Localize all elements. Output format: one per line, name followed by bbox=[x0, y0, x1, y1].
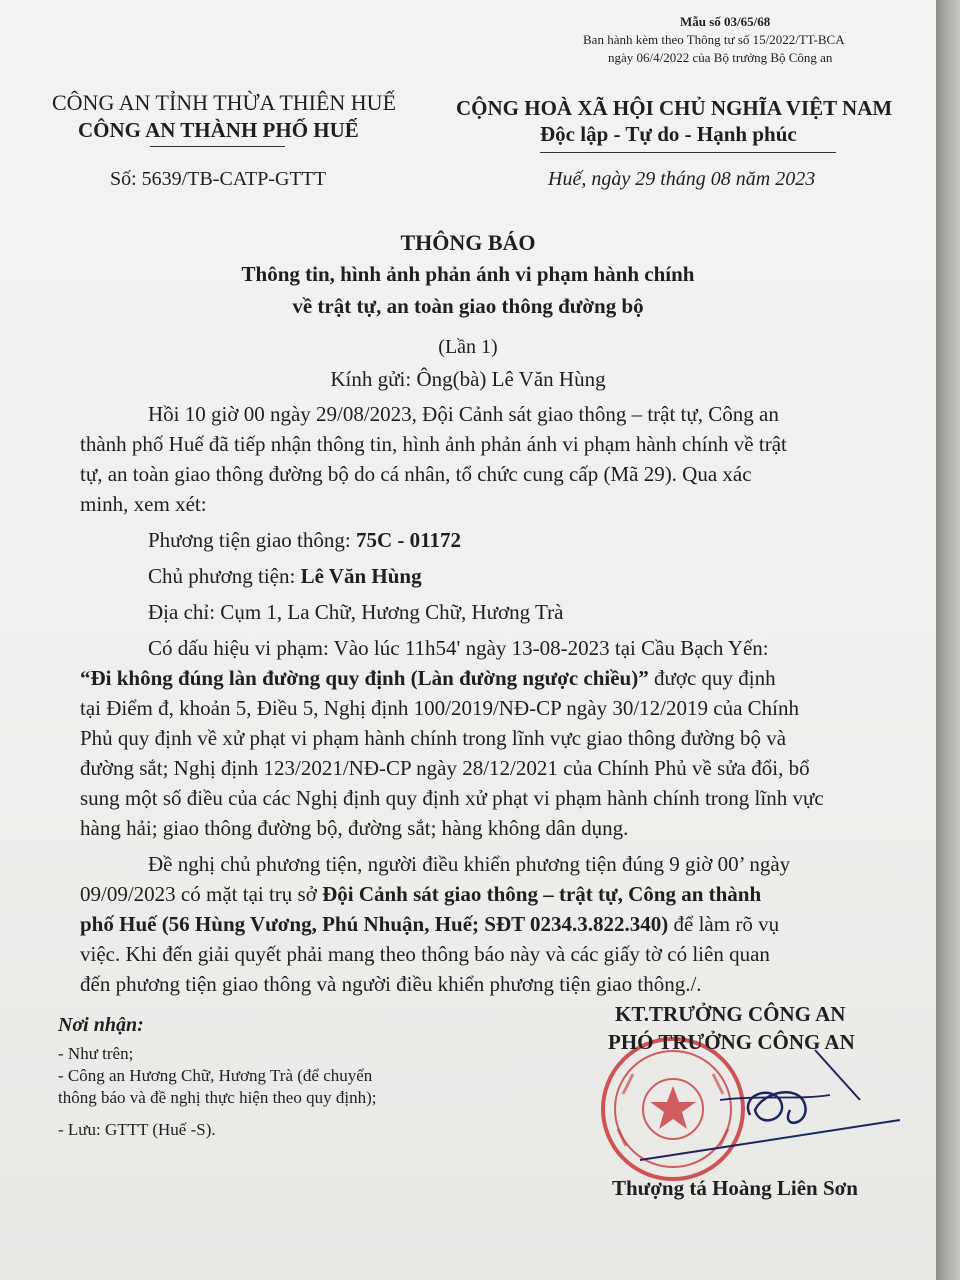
form-issued-date: ngày 06/4/2022 của Bộ trưởng Bộ Công an bbox=[608, 50, 833, 65]
handwritten-signature bbox=[630, 1040, 900, 1170]
recipient-item: - Lưu: GTTT (Huế -S). bbox=[58, 1120, 216, 1139]
paragraph-line: thành phố Huế đã tiếp nhận thông tin, hình ảnh phản ánh vi phạm hành chính về trật bbox=[80, 432, 787, 456]
address-line: Địa chỉ: Cụm 1, La Chữ, Hương Chữ, Hương Trà bbox=[148, 600, 564, 624]
request-line bbox=[80, 882, 761, 907]
recipient-item: thông báo và đề nghị thực hiện theo quy định); bbox=[58, 1088, 377, 1107]
recipient-line: Kính gửi: Ông(bà) Lê Văn Hùng bbox=[330, 367, 606, 391]
vehicle-plate: 75C - 01172 bbox=[355, 528, 461, 552]
owner-name: Lê Văn Hùng bbox=[300, 564, 422, 588]
agency-underline bbox=[150, 146, 285, 147]
violation-detail-line: tại Điểm đ, khoản 5, Điều 5, Nghị định 100/2019/NĐ-CP ngày 30/12/2019 của Chính bbox=[80, 696, 799, 720]
agency-name: CÔNG AN THÀNH PHỐ HUẾ bbox=[78, 118, 359, 142]
violation-detail-line: sung một số điều của các Nghị định quy định xử phạt vi phạm hành chính trong lĩnh vực bbox=[80, 786, 824, 810]
national-motto: Độc lập - Tự do - Hạnh phúc bbox=[540, 122, 797, 146]
notice-times: (Lần 1) bbox=[438, 336, 498, 358]
owner-label: Chủ phương tiện: bbox=[148, 564, 301, 588]
recipients-title: Nơi nhận: bbox=[58, 1014, 144, 1036]
agency-parent: CÔNG AN TỈNH THỪA THIÊN HUẾ bbox=[52, 90, 397, 115]
signature-title-line1: KT.TRƯỞNG CÔNG AN bbox=[615, 1002, 846, 1026]
motto-underline bbox=[540, 152, 836, 153]
document-subtitle-line1: Thông tin, hình ảnh phản ánh vi phạm hành chính bbox=[241, 262, 695, 286]
vehicle-line bbox=[148, 528, 461, 553]
signer-name: Thượng tá Hoàng Liên Sơn bbox=[612, 1176, 858, 1200]
table-edge bbox=[936, 0, 960, 1280]
document-subtitle-line2: về trật tự, an toàn giao thông đường bộ bbox=[292, 294, 644, 318]
paragraph-line: tự, an toàn giao thông đường bộ do cá nhân, tổ chức cung cấp (Mã 29). Qua xác bbox=[80, 462, 752, 486]
paragraph-line: minh, xem xét: bbox=[80, 492, 207, 516]
office-address: phố Huế (56 Hùng Vương, Phú Nhuận, Huế; SĐT 0234.3.822.340) bbox=[80, 912, 669, 936]
form-number: Mẫu số 03/65/68 bbox=[680, 14, 771, 29]
document-title: THÔNG BÁO bbox=[400, 230, 536, 255]
place-date: Huế, ngày 29 tháng 08 năm 2023 bbox=[548, 168, 816, 190]
paragraph-line: Hồi 10 giờ 00 ngày 29/08/2023, Đội Cảnh sát giao thông – trật tự, Công an bbox=[148, 402, 779, 426]
request-line: đến phương tiện giao thông và người điều khiển phương tiện giao thông./. bbox=[80, 972, 702, 996]
vehicle-label: Phương tiện giao thông: bbox=[148, 528, 356, 552]
request-line: Đề nghị chủ phương tiện, người điều khiển phương tiện đúng 9 giờ 00’ ngày bbox=[148, 852, 791, 876]
violation-intro: Có dấu hiệu vi phạm: Vào lúc 11h54' ngày 13-08-2023 tại Cầu Bạch Yến: bbox=[148, 636, 769, 660]
recipient-item: - Như trên; bbox=[58, 1044, 134, 1063]
violation-detail-line: đường sắt; Nghị định 123/2021/NĐ-CP ngày 28/12/2021 của Chính Phủ về sửa đổi, bổ bbox=[80, 756, 810, 780]
request-line bbox=[80, 912, 779, 937]
recipient-item: - Công an Hương Chữ, Hương Trà (để chuyển bbox=[58, 1066, 373, 1085]
violation-name: “Đi không đúng làn đường quy định (Làn đường ngược chiều)” bbox=[80, 666, 649, 690]
office-name: Đội Cảnh sát giao thông – trật tự, Công an thành bbox=[322, 882, 762, 906]
violation-detail-line: Phủ quy định về xử phạt vi phạm hành chính trong lĩnh vực giao thông đường bộ và bbox=[80, 726, 787, 750]
form-issued-with: Ban hành kèm theo Thông tư số 15/2022/TT-BCA bbox=[583, 32, 845, 47]
signature-title-line2: PHÓ TRƯỞNG CÔNG AN bbox=[608, 1030, 855, 1054]
violation-line bbox=[80, 666, 776, 691]
document-number: Số: 5639/TB-CATP-GTTT bbox=[110, 168, 327, 190]
violation-rest: được quy định bbox=[648, 666, 776, 690]
owner-line bbox=[148, 564, 422, 589]
request-text: để làm rõ vụ bbox=[668, 912, 780, 936]
violation-detail-line: hàng hải; giao thông đường bộ, đường sắt; hàng không dân dụng. bbox=[80, 816, 629, 840]
nation-name: CỘNG HOÀ XÃ HỘI CHỦ NGHĨA VIỆT NAM bbox=[456, 96, 893, 120]
request-text: 09/09/2023 có mặt tại trụ sở bbox=[80, 882, 323, 906]
request-line: việc. Khi đến giải quyết phải mang theo thông báo này và các giấy tờ có liên quan bbox=[80, 942, 770, 966]
